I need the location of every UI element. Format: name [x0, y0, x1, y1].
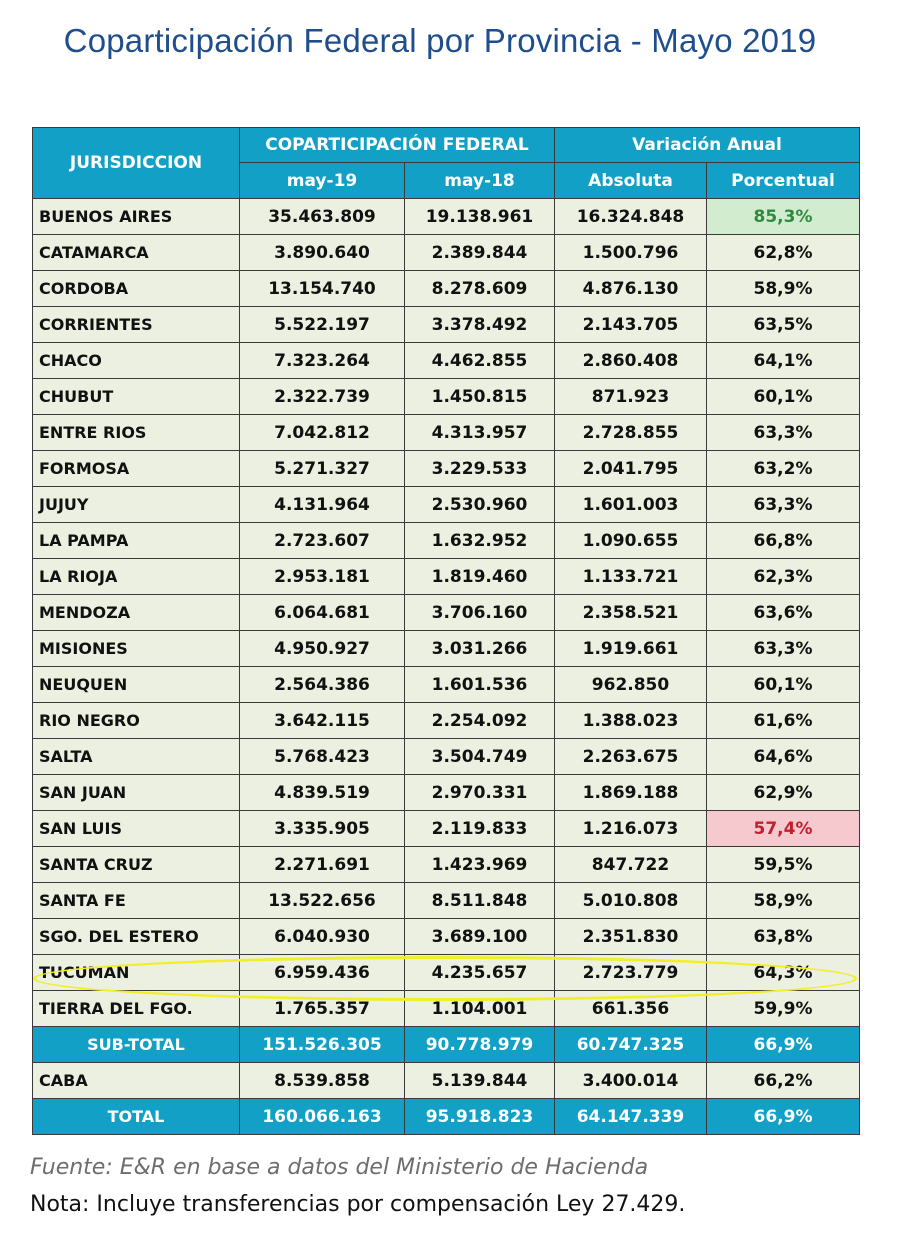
table-row [33, 235, 860, 271]
row-may19: 2.322.739 [240, 379, 405, 415]
row-absoluta: 1.919.661 [555, 631, 707, 667]
row-jurisdiccion: JUJUY [33, 487, 240, 523]
row-may18: 1.601.536 [405, 667, 555, 703]
page-title: Coparticipación Federal por Provincia - Mayo 2019 [63, 22, 817, 59]
row-absoluta: 64.147.339 [555, 1099, 707, 1135]
row-jurisdiccion: TIERRA DEL FGO. [33, 991, 240, 1027]
table-row [33, 487, 860, 523]
row-may19: 151.526.305 [240, 1027, 405, 1063]
row-jurisdiccion: LA PAMPA [33, 523, 240, 559]
row-absoluta: 661.356 [555, 991, 707, 1027]
row-may19: 2.564.386 [240, 667, 405, 703]
table-row [33, 955, 860, 991]
row-may18: 3.706.160 [405, 595, 555, 631]
row-porcentual: 62,9% [707, 775, 860, 811]
row-porcentual: 64,3% [707, 955, 860, 991]
row-porcentual: 63,3% [707, 415, 860, 451]
table-row [33, 667, 860, 703]
table-row [33, 199, 860, 235]
table-row [33, 559, 860, 595]
row-may18: 2.254.092 [405, 703, 555, 739]
row-may18: 3.504.749 [405, 739, 555, 775]
header-absoluta: Absoluta [555, 163, 707, 199]
row-may18: 3.689.100 [405, 919, 555, 955]
table-row [33, 415, 860, 451]
row-may19: 8.539.858 [240, 1063, 405, 1099]
table-row [33, 775, 860, 811]
row-may19: 1.765.357 [240, 991, 405, 1027]
header-row-top [33, 128, 860, 163]
row-porcentual: 63,2% [707, 451, 860, 487]
row-jurisdiccion: TOTAL [33, 1099, 240, 1135]
row-jurisdiccion: CABA [33, 1063, 240, 1099]
row-jurisdiccion: SAN JUAN [33, 775, 240, 811]
row-porcentual: 59,9% [707, 991, 860, 1027]
table-row [33, 523, 860, 559]
row-porcentual: 64,1% [707, 343, 860, 379]
header-may18: may-18 [405, 163, 555, 199]
table-row [33, 919, 860, 955]
row-may19: 3.335.905 [240, 811, 405, 847]
row-jurisdiccion: MENDOZA [33, 595, 240, 631]
row-may19: 160.066.163 [240, 1099, 405, 1135]
row-jurisdiccion: RIO NEGRO [33, 703, 240, 739]
table-row [33, 379, 860, 415]
row-absoluta: 1.601.003 [555, 487, 707, 523]
row-porcentual: 64,6% [707, 739, 860, 775]
row-jurisdiccion: MISIONES [33, 631, 240, 667]
row-porcentual: 85,3% [707, 199, 860, 235]
row-may19: 4.950.927 [240, 631, 405, 667]
row-jurisdiccion: SUB-TOTAL [33, 1027, 240, 1063]
row-absoluta: 16.324.848 [555, 199, 707, 235]
row-may18: 90.778.979 [405, 1027, 555, 1063]
header-coparticipacion: COPARTICIPACIÓN FEDERAL [240, 128, 555, 163]
row-may18: 95.918.823 [405, 1099, 555, 1135]
row-may19: 7.042.812 [240, 415, 405, 451]
row-may19: 13.522.656 [240, 883, 405, 919]
row-absoluta: 2.263.675 [555, 739, 707, 775]
row-may18: 19.138.961 [405, 199, 555, 235]
row-may18: 4.462.855 [405, 343, 555, 379]
row-porcentual: 57,4% [707, 811, 860, 847]
table-row [33, 739, 860, 775]
row-may19: 6.064.681 [240, 595, 405, 631]
row-may19: 2.723.607 [240, 523, 405, 559]
row-may18: 1.632.952 [405, 523, 555, 559]
row-absoluta: 2.860.408 [555, 343, 707, 379]
row-may19: 5.271.327 [240, 451, 405, 487]
table-row [33, 631, 860, 667]
row-may18: 3.031.266 [405, 631, 555, 667]
row-may18: 1.104.001 [405, 991, 555, 1027]
row-may19: 4.839.519 [240, 775, 405, 811]
table-row [33, 991, 860, 1027]
table-row [33, 703, 860, 739]
row-jurisdiccion: SALTA [33, 739, 240, 775]
row-jurisdiccion: SANTA CRUZ [33, 847, 240, 883]
row-jurisdiccion: BUENOS AIRES [33, 199, 240, 235]
row-may18: 2.970.331 [405, 775, 555, 811]
row-may19: 4.131.964 [240, 487, 405, 523]
row-jurisdiccion: ENTRE RIOS [33, 415, 240, 451]
row-absoluta: 1.090.655 [555, 523, 707, 559]
row-absoluta: 2.728.855 [555, 415, 707, 451]
row-jurisdiccion: CATAMARCA [33, 235, 240, 271]
row-porcentual: 58,9% [707, 271, 860, 307]
row-absoluta: 2.358.521 [555, 595, 707, 631]
row-jurisdiccion: SAN LUIS [33, 811, 240, 847]
row-absoluta: 4.876.130 [555, 271, 707, 307]
footnote: Nota: Incluye transferencias por compensación Ley 27.429. [30, 1192, 686, 1217]
row-may18: 8.511.848 [405, 883, 555, 919]
total-row [33, 1099, 860, 1135]
row-may18: 4.235.657 [405, 955, 555, 991]
coparticipacion-table [32, 127, 860, 1135]
row-porcentual: 66,2% [707, 1063, 860, 1099]
row-porcentual: 59,5% [707, 847, 860, 883]
row-porcentual: 62,3% [707, 559, 860, 595]
row-absoluta: 1.388.023 [555, 703, 707, 739]
row-porcentual: 63,3% [707, 487, 860, 523]
row-may18: 3.229.533 [405, 451, 555, 487]
row-may18: 4.313.957 [405, 415, 555, 451]
row-porcentual: 63,6% [707, 595, 860, 631]
row-jurisdiccion: NEUQUEN [33, 667, 240, 703]
row-absoluta: 2.351.830 [555, 919, 707, 955]
row-jurisdiccion: TUCUMAN [33, 955, 240, 991]
row-may18: 2.389.844 [405, 235, 555, 271]
row-absoluta: 847.722 [555, 847, 707, 883]
row-may19: 7.323.264 [240, 343, 405, 379]
row-porcentual: 61,6% [707, 703, 860, 739]
row-porcentual: 62,8% [707, 235, 860, 271]
row-may18: 2.530.960 [405, 487, 555, 523]
row-may18: 3.378.492 [405, 307, 555, 343]
row-may19: 5.522.197 [240, 307, 405, 343]
row-absoluta: 3.400.014 [555, 1063, 707, 1099]
row-jurisdiccion: CHUBUT [33, 379, 240, 415]
table-row [33, 847, 860, 883]
row-absoluta: 1.500.796 [555, 235, 707, 271]
table-row [33, 451, 860, 487]
header-porcentual: Porcentual [707, 163, 860, 199]
header-variacion: Variación Anual [555, 128, 860, 163]
table-row [33, 307, 860, 343]
row-may18: 1.819.460 [405, 559, 555, 595]
table-row [33, 595, 860, 631]
row-may19: 2.953.181 [240, 559, 405, 595]
subtotal-row [33, 1027, 860, 1063]
row-jurisdiccion: LA RIOJA [33, 559, 240, 595]
row-absoluta: 1.216.073 [555, 811, 707, 847]
row-jurisdiccion: CORRIENTES [33, 307, 240, 343]
row-may18: 1.423.969 [405, 847, 555, 883]
row-absoluta: 1.869.188 [555, 775, 707, 811]
row-may18: 5.139.844 [405, 1063, 555, 1099]
row-jurisdiccion: CORDOBA [33, 271, 240, 307]
row-may19: 6.040.930 [240, 919, 405, 955]
row-porcentual: 66,9% [707, 1027, 860, 1063]
row-absoluta: 871.923 [555, 379, 707, 415]
row-may19: 13.154.740 [240, 271, 405, 307]
table-row [33, 343, 860, 379]
table-row [33, 811, 860, 847]
row-may19: 2.271.691 [240, 847, 405, 883]
row-may19: 3.642.115 [240, 703, 405, 739]
row-may19: 6.959.436 [240, 955, 405, 991]
table-row [33, 271, 860, 307]
row-absoluta: 5.010.808 [555, 883, 707, 919]
header-jurisdiccion: JURISDICCION [33, 128, 240, 199]
row-porcentual: 63,3% [707, 631, 860, 667]
row-absoluta: 1.133.721 [555, 559, 707, 595]
row-porcentual: 63,5% [707, 307, 860, 343]
row-absoluta: 2.143.705 [555, 307, 707, 343]
row-absoluta: 60.747.325 [555, 1027, 707, 1063]
row-may19: 5.768.423 [240, 739, 405, 775]
row-jurisdiccion: SGO. DEL ESTERO [33, 919, 240, 955]
row-may18: 1.450.815 [405, 379, 555, 415]
table-row [33, 883, 860, 919]
row-jurisdiccion: FORMOSA [33, 451, 240, 487]
row-jurisdiccion: CHACO [33, 343, 240, 379]
row-may19: 3.890.640 [240, 235, 405, 271]
row-porcentual: 63,8% [707, 919, 860, 955]
row-may19: 35.463.809 [240, 199, 405, 235]
row-absoluta: 2.041.795 [555, 451, 707, 487]
row-absoluta: 2.723.779 [555, 955, 707, 991]
row-porcentual: 60,1% [707, 379, 860, 415]
header-may19: may-19 [240, 163, 405, 199]
row-porcentual: 60,1% [707, 667, 860, 703]
row-porcentual: 66,9% [707, 1099, 860, 1135]
row-jurisdiccion: SANTA FE [33, 883, 240, 919]
row-porcentual: 66,8% [707, 523, 860, 559]
row-absoluta: 962.850 [555, 667, 707, 703]
row-porcentual: 58,9% [707, 883, 860, 919]
row-may18: 8.278.609 [405, 271, 555, 307]
source-note: Fuente: E&R en base a datos del Ministerio de Hacienda [30, 1155, 649, 1180]
row-may18: 2.119.833 [405, 811, 555, 847]
caba-row [33, 1063, 860, 1099]
